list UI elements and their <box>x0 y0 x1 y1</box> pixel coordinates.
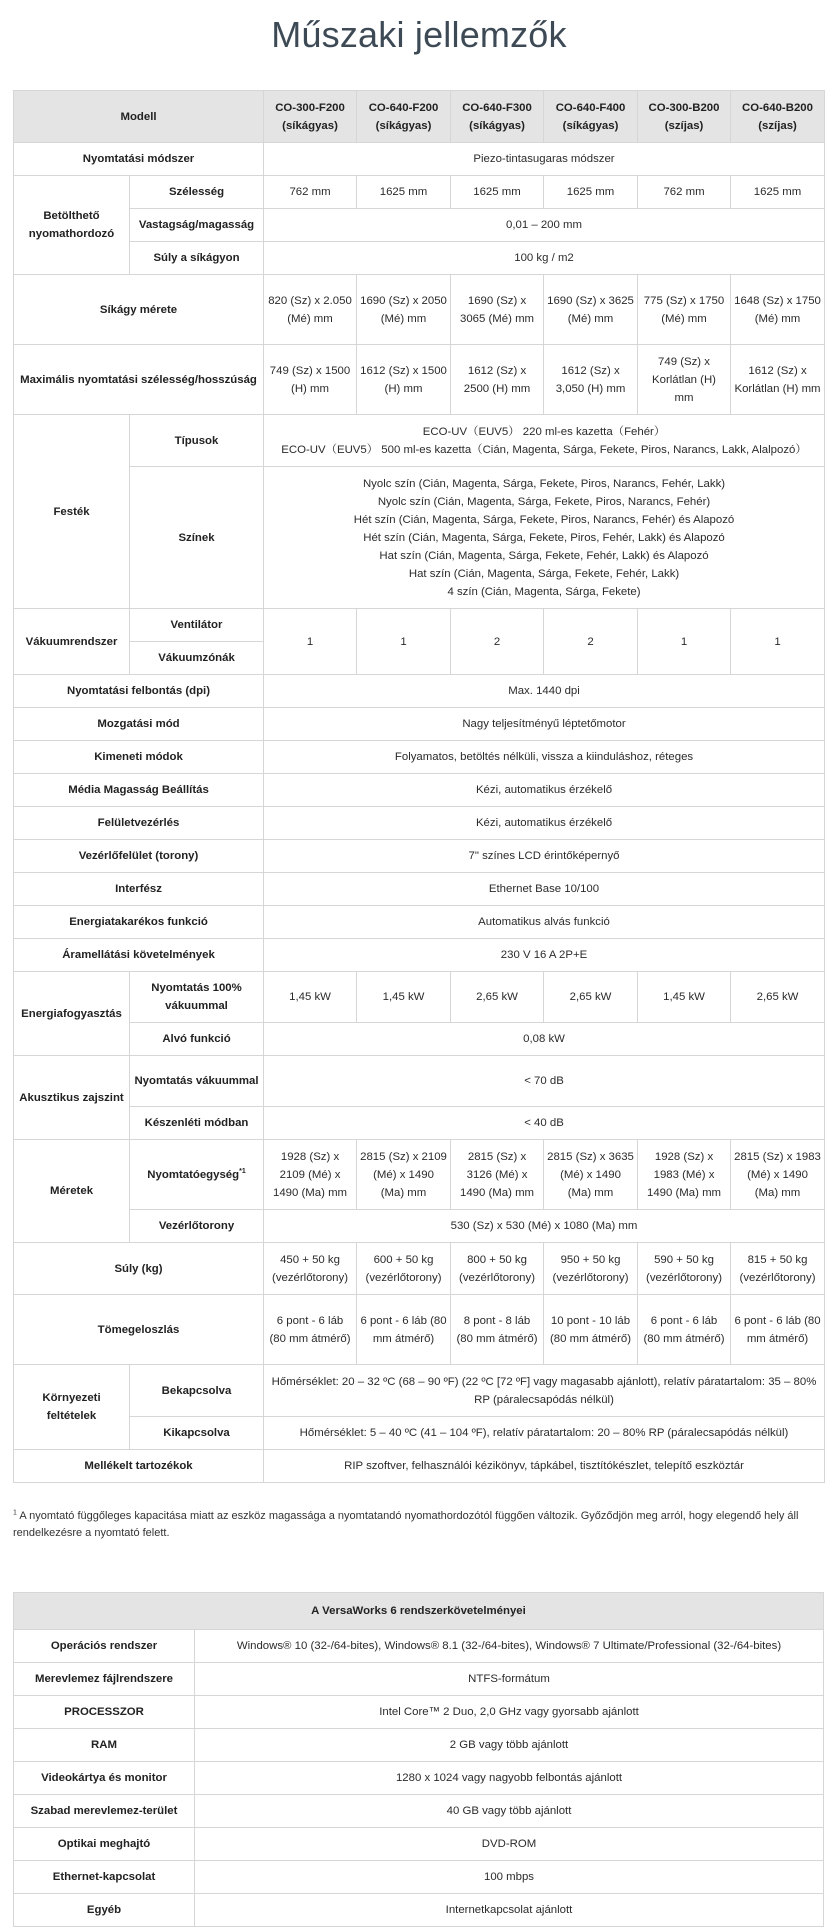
sub-label: Bekapcsolva <box>130 1365 264 1417</box>
cell-value: Max. 1440 dpi <box>264 675 825 708</box>
sub-label: Típusok <box>130 415 264 467</box>
cell-value: 775 (Sz) x 1750 (Mé) mm <box>638 275 731 345</box>
footnote <box>13 1508 824 1542</box>
cell-value: 1690 (Sz) x 3625 (Mé) mm <box>544 275 638 345</box>
requirement-label: Szabad merevlemez-terület <box>14 1795 195 1828</box>
row-media-weight <box>14 242 825 275</box>
group-label: Akusztikus zajszint <box>14 1056 130 1140</box>
cell-value: 8 pont - 8 láb (80 mm átmérő) <box>451 1295 544 1365</box>
row-resolution <box>14 675 825 708</box>
requirement-label: Egyéb <box>14 1894 195 1927</box>
cell-value: 2815 (Sz) x 1983 (Mé) x 1490 (Ma) mm <box>731 1140 825 1210</box>
requirements-row <box>14 1663 824 1696</box>
row-power-print <box>14 972 825 1023</box>
row-output-modes <box>14 741 825 774</box>
group-label: Környezeti feltételek <box>14 1365 130 1450</box>
row-accessories <box>14 1450 825 1483</box>
cell-value: 820 (Sz) x 2.050 (Mé) mm <box>264 275 357 345</box>
cell-value: 1,45 kW <box>357 972 451 1023</box>
row-label: Nyomtatási felbontás (dpi) <box>14 675 264 708</box>
cell-value: 2,65 kW <box>544 972 638 1023</box>
cell-value: 1612 (Sz) x 1500 (H) mm <box>357 345 451 415</box>
sub-label: Készenléti módban <box>130 1107 264 1140</box>
row-label: Nyomtatási módszer <box>14 143 264 176</box>
cell-value <box>264 467 825 609</box>
row-media-width <box>14 176 825 209</box>
row-print-method <box>14 143 825 176</box>
row-bed-size <box>14 275 825 345</box>
sub-label: Szélesség <box>130 176 264 209</box>
cell-value: Hőmérséklet: 5 – 40 ºC (41 – 104 ºF), relatív páratartalom: 20 – 80% RP (páralecsapódás nélkül) <box>264 1417 825 1450</box>
cell-value: 2,65 kW <box>451 972 544 1023</box>
sub-label: Ventilátor <box>130 609 264 642</box>
cell-value: Automatikus alvás funkció <box>264 906 825 939</box>
group-label: Méretek <box>14 1140 130 1243</box>
model-name: CO-640-F400 <box>555 101 626 114</box>
cell-value: 6 pont - 6 láb (80 mm átmérő) <box>638 1295 731 1365</box>
cell-value: 1 <box>264 609 357 675</box>
row-surface-control <box>14 807 825 840</box>
model-type: (szíjas) <box>758 119 797 132</box>
cell-value: Piezo-tintasugaras módszer <box>264 143 825 176</box>
row-label: Vezérlőfelület (torony) <box>14 840 264 873</box>
group-label: Energiafogyasztás <box>14 972 130 1056</box>
cell-value: Nagy teljesítményű léptetőmotor <box>264 708 825 741</box>
requirements-row <box>14 1729 824 1762</box>
row-interface <box>14 873 825 906</box>
requirement-label: Videokártya és monitor <box>14 1762 195 1795</box>
row-vacuum-fan <box>14 609 825 642</box>
text-line: Hét szín (Cián, Magenta, Sárga, Fekete, Piros, Fehér, Lakk) és Alapozó <box>363 531 725 544</box>
cell-value: 749 (Sz) x 1500 (H) mm <box>264 345 357 415</box>
sub-label: Kikapcsolva <box>130 1417 264 1450</box>
cell-value: 1612 (Sz) x 3,050 (H) mm <box>544 345 638 415</box>
row-env-on <box>14 1365 825 1417</box>
sub-label: Alvó funkció <box>130 1023 264 1056</box>
cell-value: 6 pont - 6 láb (80 mm átmérő) <box>264 1295 357 1365</box>
requirement-label: Ethernet-kapcsolat <box>14 1861 195 1894</box>
cell-value: 530 (Sz) x 530 (Mé) x 1080 (Ma) mm <box>264 1210 825 1243</box>
sub-label: Vákuumzónák <box>130 642 264 675</box>
cell-value: Ethernet Base 10/100 <box>264 873 825 906</box>
footnote-marker: 1 <box>13 1509 17 1517</box>
cell-value: 10 pont - 10 láb (80 mm átmérő) <box>544 1295 638 1365</box>
row-env-off <box>14 1417 825 1450</box>
cell-value: 1928 (Sz) x 1983 (Mé) x 1490 (Ma) mm <box>638 1140 731 1210</box>
cell-value: 1648 (Sz) x 1750 (Mé) mm <box>731 275 825 345</box>
header-row <box>14 91 825 143</box>
cell-value: 762 mm <box>264 176 357 209</box>
row-drive <box>14 708 825 741</box>
text-line: Nyolc szín (Cián, Magenta, Sárga, Fekete, Piros, Narancs, Fehér) <box>377 495 711 508</box>
model-header <box>638 91 731 143</box>
cell-value: 1612 (Sz) x 2500 (H) mm <box>451 345 544 415</box>
row-label: Síkágy mérete <box>14 275 264 345</box>
requirement-value: Internetkapcsolat ajánlott <box>195 1894 824 1927</box>
sub-label: Nyomtatóegység$^{*1}$ <box>130 1140 264 1210</box>
row-load-distribution <box>14 1295 825 1365</box>
row-control-ui <box>14 840 825 873</box>
cell-value: Kézi, automatikus érzékelő <box>264 807 825 840</box>
sub-label: Vezérlőtorony <box>130 1210 264 1243</box>
row-label: Maximális nyomtatási szélesség/hosszúság <box>14 345 264 415</box>
requirements-row <box>14 1630 824 1663</box>
model-type: (szíjas) <box>664 119 704 132</box>
requirement-value: 2 GB vagy több ajánlott <box>195 1729 824 1762</box>
spec-table <box>13 90 825 1483</box>
sub-label: Súly a síkágyon <box>130 242 264 275</box>
cell-value: 815 + 50 kg (vezérlőtorony) <box>731 1243 825 1295</box>
row-label: Súly (kg) <box>14 1243 264 1295</box>
model-header <box>731 91 825 143</box>
cell-value: 2815 (Sz) x 3635 (Mé) x 1490 (Ma) mm <box>544 1140 638 1210</box>
requirement-value: NTFS-formátum <box>195 1663 824 1696</box>
text-line: Hat szín (Cián, Magenta, Sárga, Fekete, Fehér, Lakk) és Alapozó <box>379 549 709 562</box>
cell-value: 762 mm <box>638 176 731 209</box>
row-media-thickness <box>14 209 825 242</box>
text-line: Hét szín (Cián, Magenta, Sárga, Fekete, Piros, Narancs, Fehér) és Alapozó <box>353 513 735 526</box>
cell-value: 600 + 50 kg (vezérlőtorony) <box>357 1243 451 1295</box>
cell-value: RIP szoftver, felhasználói kézikönyv, tápkábel, tisztítókészlet, telepítő eszköztár <box>264 1450 825 1483</box>
model-header <box>451 91 544 143</box>
row-label: Energiatakarékos funkció <box>14 906 264 939</box>
group-label: Festék <box>14 415 130 609</box>
cell-value: 1690 (Sz) x 3065 (Mé) mm <box>451 275 544 345</box>
row-label: Áramellátási követelmények <box>14 939 264 972</box>
row-ink-colors <box>14 467 825 609</box>
model-name: CO-640-B200 <box>742 101 813 114</box>
row-label: Kimeneti módok <box>14 741 264 774</box>
requirements-row <box>14 1696 824 1729</box>
cell-value: < 40 dB <box>264 1107 825 1140</box>
cell-value: 1625 mm <box>731 176 825 209</box>
cell-value: 6 pont - 6 láb (80 mm átmérő) <box>731 1295 825 1365</box>
model-type: (síkágyas) <box>469 119 525 132</box>
row-dimensions-unit <box>14 1140 825 1210</box>
model-name: CO-300-B200 <box>648 101 720 114</box>
cell-value: 2 <box>451 609 544 675</box>
requirement-value: 100 mbps <box>195 1861 824 1894</box>
cell-value: 1690 (Sz) x 2050 (Mé) mm <box>357 275 451 345</box>
requirement-label: PROCESSZOR <box>14 1696 195 1729</box>
cell-value: 1612 (Sz) x Korlátlan (H) mm <box>731 345 825 415</box>
cell-value: 590 + 50 kg (vezérlőtorony) <box>638 1243 731 1295</box>
group-label: Betölthető nyomathordozó <box>14 176 130 275</box>
row-max-print <box>14 345 825 415</box>
cell-value: 100 kg / m2 <box>264 242 825 275</box>
requirements-title: A VersaWorks 6 rendszerkövetelményei <box>14 1593 824 1630</box>
text-line: Nyolc szín (Cián, Magenta, Sárga, Fekete, Piros, Narancs, Fehér, Lakk) <box>362 477 726 490</box>
sub-label: Vastagság/magasság <box>130 209 264 242</box>
cell-value: 1,45 kW <box>264 972 357 1023</box>
cell-value: 2815 (Sz) x 3126 (Mé) x 1490 (Ma) mm <box>451 1140 544 1210</box>
cell-value: 1625 mm <box>451 176 544 209</box>
cell-value: 1928 (Sz) x 2109 (Mé) x 1490 (Ma) mm <box>264 1140 357 1210</box>
model-header <box>357 91 451 143</box>
model-type: (síkágyas) <box>562 119 619 132</box>
cell-value: 2 <box>544 609 638 675</box>
cell-value: Folyamatos, betöltés nélküli, vissza a kiinduláshoz, réteges <box>264 741 825 774</box>
requirement-value: DVD-ROM <box>195 1828 824 1861</box>
group-label: Vákuumrendszer <box>14 609 130 675</box>
sub-label: Színek <box>130 467 264 609</box>
requirement-value: 40 GB vagy több ajánlott <box>195 1795 824 1828</box>
text-line: Hat szín (Cián, Magenta, Sárga, Fekete, Fehér, Lakk) <box>408 567 680 580</box>
requirements-row <box>14 1762 824 1795</box>
sub-label: Nyomtatás vákuummal <box>130 1056 264 1107</box>
row-power-sleep <box>14 1023 825 1056</box>
cell-value: 1 <box>638 609 731 675</box>
row-dimensions-tower <box>14 1210 825 1243</box>
cell-value: 1,45 kW <box>638 972 731 1023</box>
row-label: Felületvezérlés <box>14 807 264 840</box>
requirement-label: Merevlemez fájlrendszere <box>14 1663 195 1696</box>
requirement-value: 1280 x 1024 vagy nagyobb felbontás ajánlott <box>195 1762 824 1795</box>
cell-value: Hőmérséklet: 20 – 32 ºC (68 – 90 ºF) (22 ºC [72 ºF] vagy magasabb ajánlott), relatív páratartalom: 35 – 80% RP (páralecsapódás nélkül) <box>264 1365 825 1417</box>
cell-value: 0,01 – 200 mm <box>264 209 825 242</box>
cell-value: 230 V 16 A 2P+E <box>264 939 825 972</box>
cell-value: 1625 mm <box>357 176 451 209</box>
requirements-row <box>14 1828 824 1861</box>
footnote-ref: *1 <box>239 1167 246 1175</box>
cell-value: < 70 dB <box>264 1056 825 1107</box>
row-label: Mellékelt tartozékok <box>14 1450 264 1483</box>
cell-value: 749 (Sz) x Korlátlan (H) mm <box>638 345 731 415</box>
cell-value: 1 <box>731 609 825 675</box>
model-header <box>264 91 357 143</box>
model-name: CO-640-F200 <box>368 101 439 114</box>
text-line: 4 szín (Cián, Magenta, Sárga, Fekete) <box>447 585 641 598</box>
requirements-table <box>13 1592 824 1927</box>
cell-value: 1 <box>357 609 451 675</box>
row-label: Média Magasság Beállítás <box>14 774 264 807</box>
model-name: CO-300-F200 <box>275 101 345 114</box>
row-label: Mozgatási mód <box>14 708 264 741</box>
requirement-label: Optikai meghajtó <box>14 1828 195 1861</box>
row-power-saving <box>14 906 825 939</box>
requirements-row <box>14 1861 824 1894</box>
row-label: Tömegeloszlás <box>14 1295 264 1365</box>
cell-value: 800 + 50 kg (vezérlőtorony) <box>451 1243 544 1295</box>
footnote-text: A nyomtató függőleges kapacitása miatt az eszköz magassága a nyomtatandó nyomathordozótól függően változik. Győződjön meg arról, hogy elegendő hely áll rendelkezésre a nyomtató felett. <box>13 1510 799 1539</box>
cell-value: 2,65 kW <box>731 972 825 1023</box>
cell-value: Kézi, automatikus érzékelő <box>264 774 825 807</box>
requirements-header-row <box>14 1593 824 1630</box>
row-weight <box>14 1243 825 1295</box>
page-title: Műszaki jellemzők <box>271 14 567 55</box>
requirement-value: Windows® 10 (32-/64-bites), Windows® 8.1 (32-/64-bites), Windows® 7 Ultimate/Professional (32-/64-bites) <box>195 1630 824 1663</box>
model-name: CO-640-F300 <box>462 101 532 114</box>
cell-value: 950 + 50 kg (vezérlőtorony) <box>544 1243 638 1295</box>
requirement-value: Intel Core™ 2 Duo, 2,0 GHz vagy gyorsabb ajánlott <box>195 1696 824 1729</box>
model-header-label: Modell <box>14 91 264 143</box>
row-noise-print <box>14 1056 825 1107</box>
text-line: ECO-UV（EUV5） 220 ml-es kazetta（Fehér） <box>422 425 666 438</box>
row-noise-standby <box>14 1107 825 1140</box>
cell-value: 6 pont - 6 láb (80 mm átmérő) <box>357 1295 451 1365</box>
row-ink-types <box>14 415 825 467</box>
cell-value: 7" színes LCD érintőképernyő <box>264 840 825 873</box>
sub-label: Nyomtatás 100% vákuummal <box>130 972 264 1023</box>
model-type: (síkágyas) <box>375 119 432 132</box>
cell-value: 1625 mm <box>544 176 638 209</box>
requirements-row <box>14 1894 824 1927</box>
cell-value: 2815 (Sz) x 2109 (Mé) x 1490 (Ma) mm <box>357 1140 451 1210</box>
row-label: Interfész <box>14 873 264 906</box>
cell-value: 0,08 kW <box>264 1023 825 1056</box>
requirement-label: RAM <box>14 1729 195 1762</box>
model-header <box>544 91 638 143</box>
text-line: ECO-UV（EUV5） 500 ml-es kazetta（Cián, Magenta, Sárga, Fekete, Piros, Narancs, Lakk, Alalpozó） <box>281 443 807 456</box>
requirement-label: Operációs rendszer <box>14 1630 195 1663</box>
row-power-req <box>14 939 825 972</box>
row-media-height <box>14 774 825 807</box>
model-type: (síkágyas) <box>282 119 338 132</box>
cell-value <box>264 415 825 467</box>
requirements-row <box>14 1795 824 1828</box>
cell-value: 450 + 50 kg (vezérlőtorony) <box>264 1243 357 1295</box>
